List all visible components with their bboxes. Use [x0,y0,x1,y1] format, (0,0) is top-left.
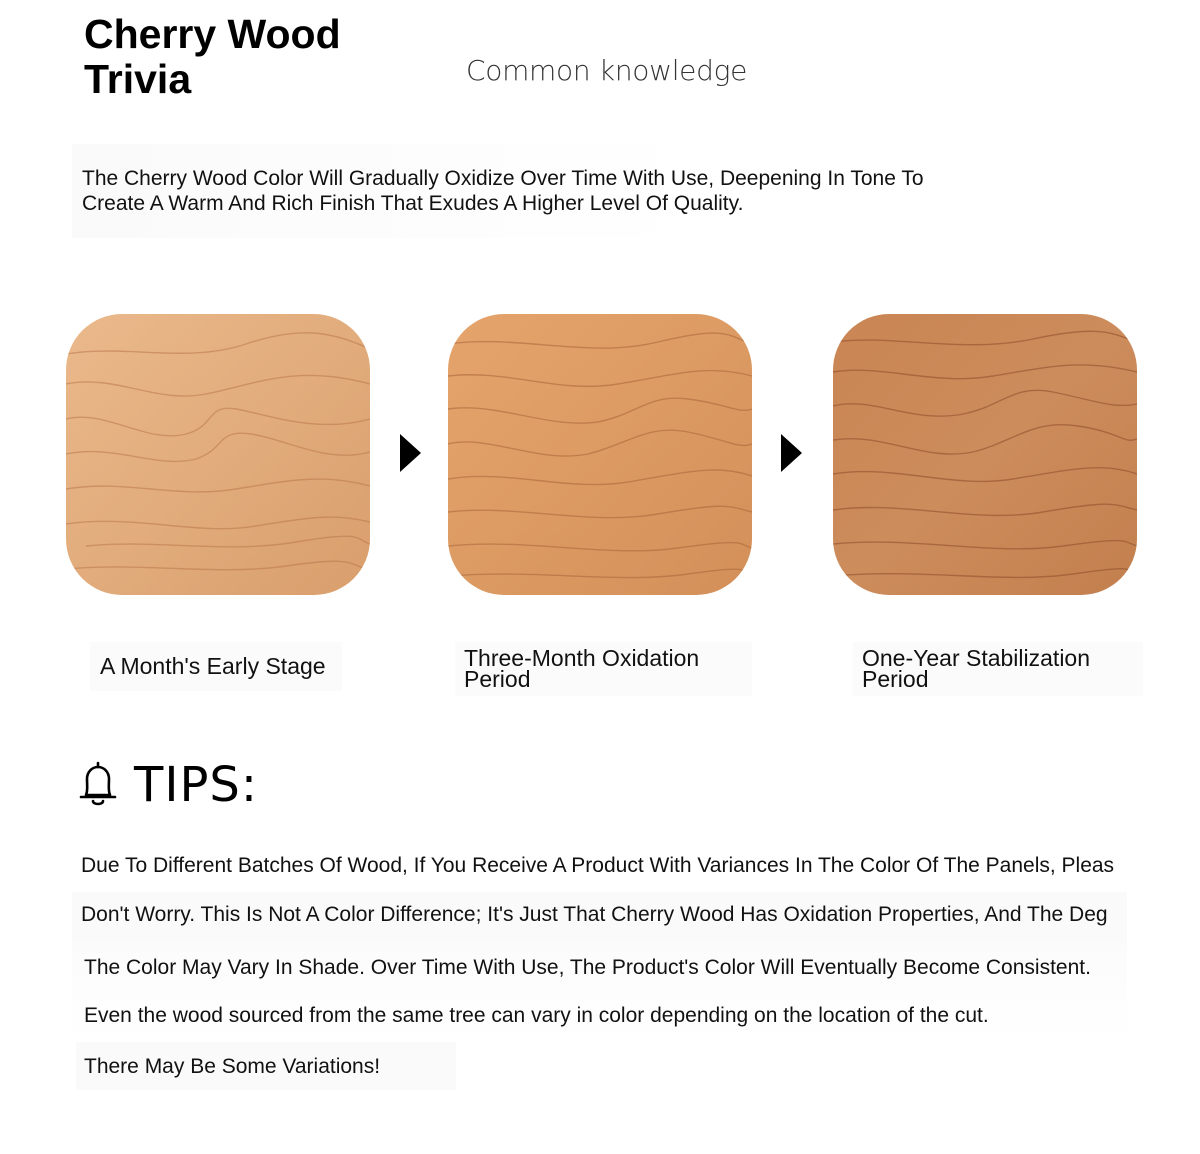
page-title [84,12,341,102]
stage-caption-one-year: One-Year Stabilization Period [853,642,1143,696]
tip-item: Don't Worry. This Is Not A Color Difference; It's Just That Cherry Wood Has Oxidation Properties, And The Deg [81,903,1108,926]
page-subtitle: Common knowledge [466,54,748,87]
tip-item: There May Be Some Variations! [84,1055,381,1078]
tip-item: Due To Different Batches Of Wood, If You Receive A Product With Variances In The Color Of The Panels, Pleas [81,854,1115,877]
dark-cherry-wood-panel [833,314,1137,595]
intro-text: The Cherry Wood Color Will Gradually Oxidize Over Time With Use, Deepening In Tone To Create A Warm And Rich Finish That Exudes A Higher Level Of Quality. [82,167,924,215]
page-title-line-2: Trivia [84,56,192,102]
wood-panel-one-year [833,314,1137,595]
medium-cherry-wood-panel [448,314,752,595]
tips-header [78,758,258,812]
tip-item: Even the wood sourced from the same tree can vary in color depending on the location of the cut. [84,1004,989,1027]
bell-icon [78,759,118,811]
page-title-line-1: Cherry Wood [84,11,341,57]
stage-caption-one-month: A Month's Early Stage [90,642,342,691]
wood-panel-one-month [66,314,370,595]
intro-block [72,144,1127,238]
stage-caption-three-month: Three-Month Oxidation Period [455,642,752,696]
triangle-right-icon [400,434,421,472]
triangle-right-icon [781,434,802,472]
wood-panel-three-month [448,314,752,595]
tips-title: TIPS: [134,757,259,813]
tip-item: The Color May Vary In Shade. Over Time With Use, The Product's Color Will Eventually Become Consistent. [84,956,1091,979]
light-cherry-wood-panel [66,314,370,595]
